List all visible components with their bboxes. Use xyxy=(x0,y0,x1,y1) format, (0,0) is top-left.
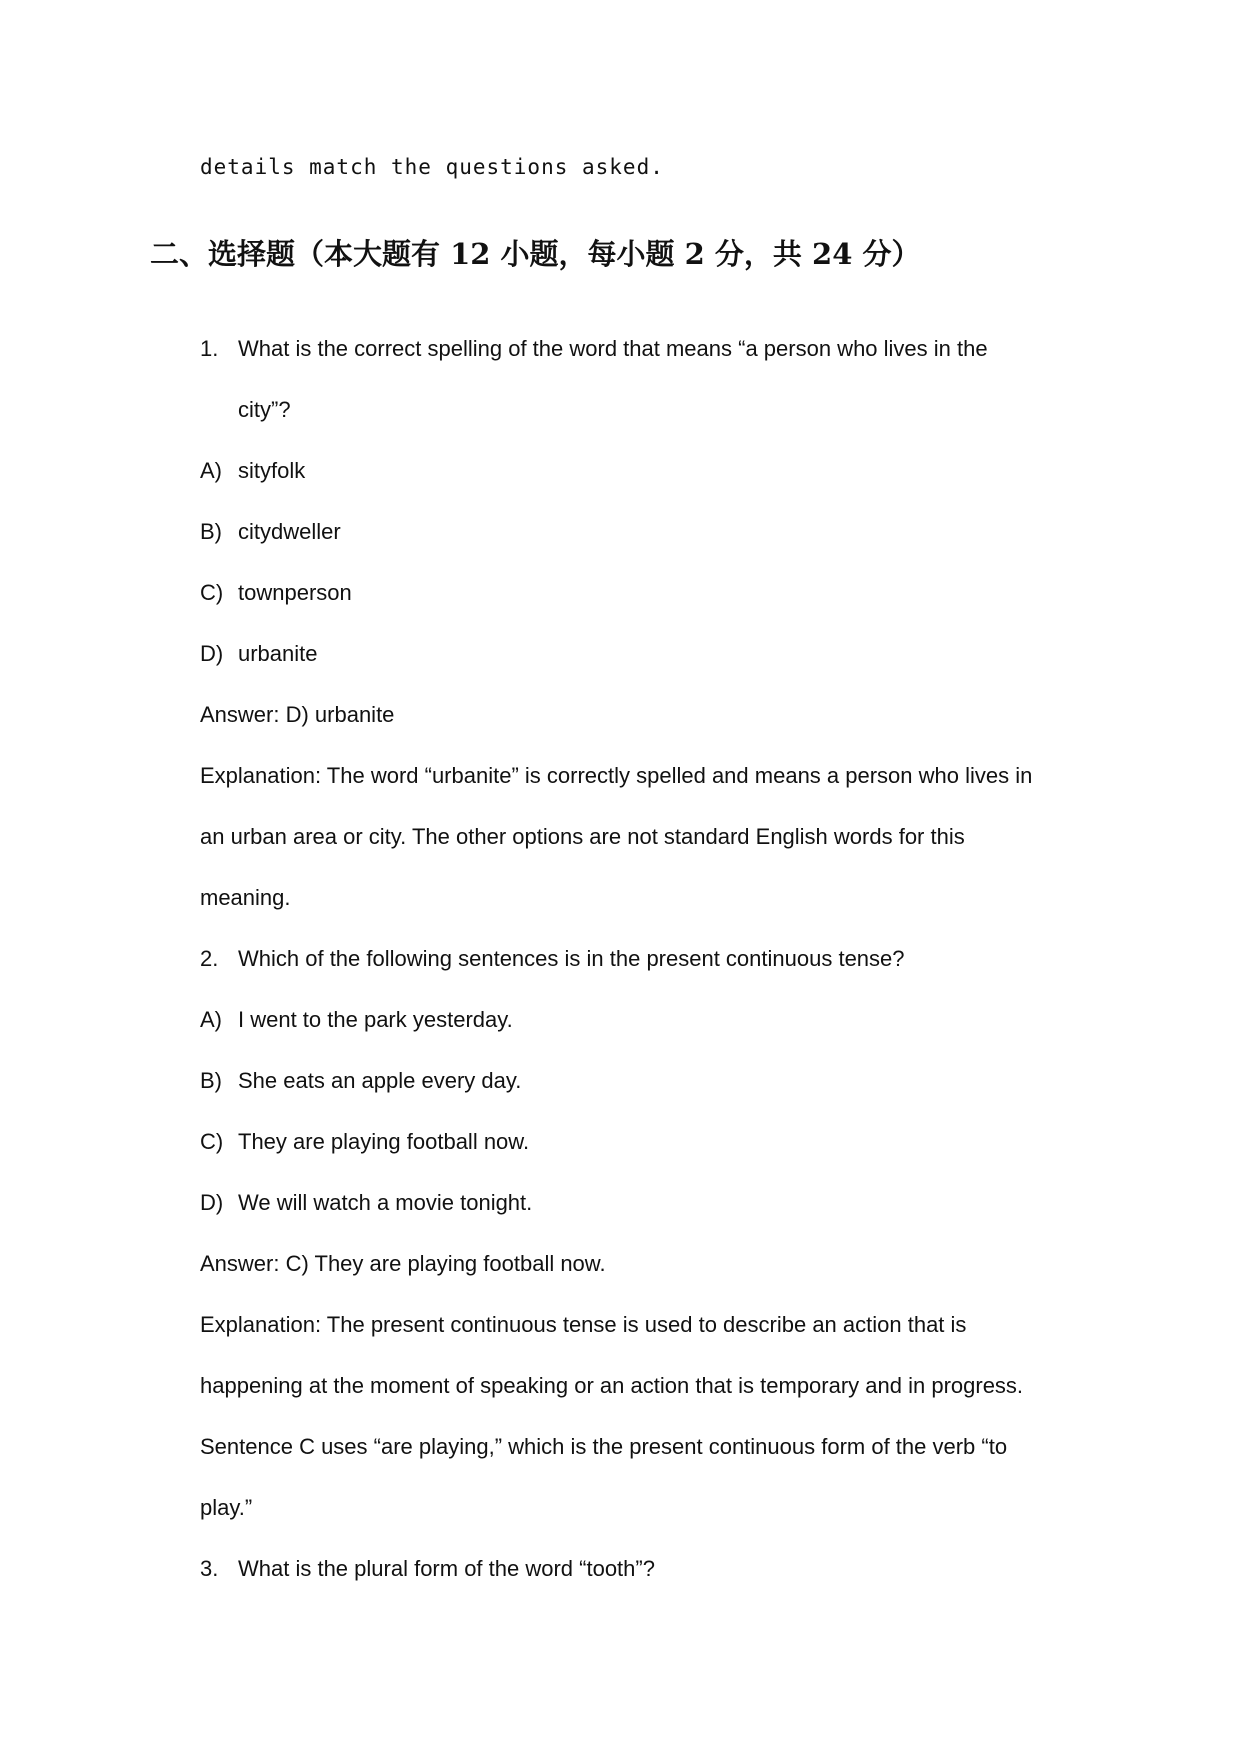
option-c xyxy=(200,562,1080,623)
option-d xyxy=(200,1172,1080,1233)
option-b xyxy=(200,1050,1080,1111)
option-d xyxy=(200,623,1080,684)
option-label: B) xyxy=(200,519,222,544)
question-1 xyxy=(200,318,1080,379)
option-label: A) xyxy=(200,1007,222,1032)
option-text: townperson xyxy=(238,580,352,605)
question-2 xyxy=(200,928,1080,989)
option-text: citydweller xyxy=(238,519,341,544)
question-number: 2. xyxy=(200,946,219,971)
answer-line: Answer: C) They are playing football now. xyxy=(200,1251,606,1276)
option-label: A) xyxy=(200,458,222,483)
section-heading: 二、选择题（本大题有 12 小题，每小题 2 分，共 24 分） xyxy=(150,237,921,271)
explanation-line: happening at the moment of speaking or an action that is temporary and in progress. xyxy=(200,1373,1024,1398)
option-text: sityfolk xyxy=(238,458,306,483)
option-label: B) xyxy=(200,1068,222,1093)
explanation-line: an urban area or city. The other options are not standard English words for this xyxy=(200,824,965,849)
option-text: She eats an apple every day. xyxy=(238,1068,522,1093)
explanation-line: Sentence C uses “are playing,” which is the present continuous form of the verb “to xyxy=(200,1434,1008,1459)
explanation-line: Explanation: The word “urbanite” is correctly spelled and means a person who lives in xyxy=(200,763,1033,788)
top-fragment-text: details match the questions asked. xyxy=(200,155,664,179)
option-c xyxy=(200,1111,1080,1172)
option-a xyxy=(200,440,1080,501)
question-text: What is the correct spelling of the word that means “a person who lives in the xyxy=(238,336,988,361)
option-label: C) xyxy=(200,580,224,605)
option-text: They are playing football now. xyxy=(238,1129,530,1154)
option-label: D) xyxy=(200,641,224,666)
explanation-line: Explanation: The present continuous tense is used to describe an action that is xyxy=(200,1312,967,1337)
question-number: 1. xyxy=(200,336,219,361)
question-text: What is the plural form of the word “tooth”? xyxy=(238,1556,655,1581)
explanation-line: meaning. xyxy=(200,885,291,910)
question-number: 3. xyxy=(200,1556,219,1581)
question-text: Which of the following sentences is in the present continuous tense? xyxy=(238,946,905,971)
option-b xyxy=(200,501,1080,562)
question-1-continuation: city”? xyxy=(238,397,291,422)
option-text: I went to the park yesterday. xyxy=(238,1007,513,1032)
question-3 xyxy=(200,1538,1080,1599)
option-label: C) xyxy=(200,1129,224,1154)
explanation-line: play.” xyxy=(200,1495,253,1520)
answer-line: Answer: D) urbanite xyxy=(200,702,395,727)
option-a xyxy=(200,989,1080,1050)
questions-body xyxy=(200,318,1080,1599)
option-text: urbanite xyxy=(238,641,318,666)
option-label: D) xyxy=(200,1190,224,1215)
option-text: We will watch a movie tonight. xyxy=(238,1190,533,1215)
